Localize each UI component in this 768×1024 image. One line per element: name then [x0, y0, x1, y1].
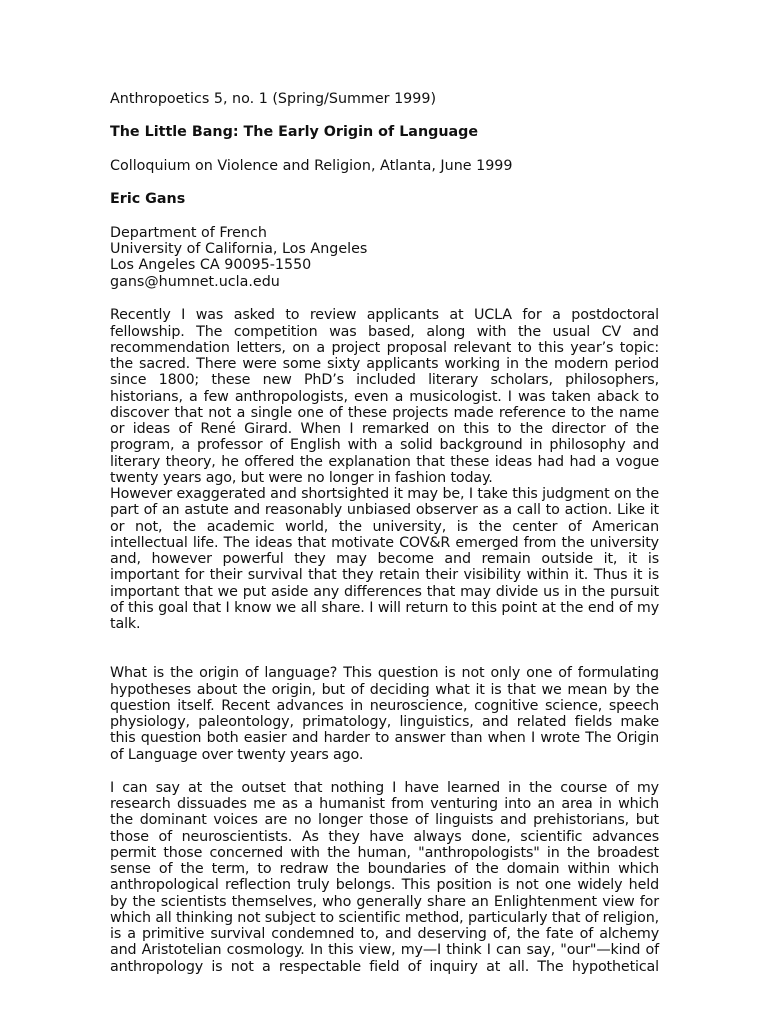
- paragraph-4: I can say at the outset that nothing I have learned in the course of my research dissuades me as a humanist from venturing into an area in which the dominant voices are no longer those of linguists and prehistorians, but those of neuroscientists. As they have always done, scientific advances permit those concerned with the human, "anthropologists" in the broadest sense of the term, to redraw the boundaries of the domain within which anthropological reflection truly belongs. This position is not one widely held by the scientists themselves, who generally share an Enlightenment view for which all thinking not subject to scientific method, particularly that of religion, is a primitive survival condemned to, and deserving of, the fate of alchemy and Aristotelian cosmology. In this view, my—I think I can say, "our"—kind of anthropology is not a respectable field of inquiry at all. The hypothetical: [110, 779, 659, 975]
- address-city: Los Angeles CA 90095-1550: [110, 257, 312, 274]
- section-gap: [110, 632, 659, 665]
- address-department: Department of French: [110, 224, 267, 241]
- paragraph-3: What is the origin of language? This question is not only one of formulating hypotheses about the origin, but of deciding what it is that we mean by the question itself. Recent advances in neuroscience, cognitive science, speech physiology, paleontology, primatology, linguistics, and related fields make this question both easier and harder to answer than when I wrote The Origin of Language over twenty years ago.: [110, 665, 659, 763]
- author-name: Eric Gans: [110, 191, 186, 208]
- colloquium-line: Colloquium on Violence and Religion, Atlanta, June 1999: [110, 157, 513, 174]
- author-address: [110, 225, 659, 291]
- address-university: University of California, Los Angeles: [110, 241, 368, 258]
- document-page: [110, 91, 659, 975]
- article-title: The Little Bang: The Early Origin of Language: [110, 124, 479, 141]
- address-email: gans@humnet.ucla.edu: [110, 273, 280, 290]
- paragraph-gap: [110, 763, 659, 780]
- paragraph-2: However exaggerated and shortsighted it may be, I take this judgment on the part of an astute and reasonably unbiased observer as a call to action. Like it or not, the academic world, the university, is the center of American intellectual life. The ideas that motivate COV&R emerged from the university and, however powerful they may become and remain outside it, it is important for their survival that they retain their visibility within it. Thus it is important that we put aside any differences that may divide us in the pursuit of this goal that I know we all share. I will return to this point at the end of my talk.: [110, 486, 659, 632]
- paragraph-1: Recently I was asked to review applicants at UCLA for a postdoctoral fellowship. The competition was based, along with the usual CV and recommendation letters, on a project proposal relevant to this year’s topic: the sacred. There were some sixty applicants working in the modern period since 1800; these new PhD’s included literary scholars, philosophers, historians, a few anthropologists, even a musicologist. I was taken aback to discover that not a single one of these projects made reference to the name or ideas of René Girard. When I remarked on this to the director of the program, a professor of English with a solid background in philosophy and literary theory, he offered the explanation that these ideas had had a vogue twenty years ago, but were no longer in fashion today.: [110, 307, 659, 486]
- citation: Anthropoetics 5, no. 1 (Spring/Summer 1999): [110, 91, 437, 107]
